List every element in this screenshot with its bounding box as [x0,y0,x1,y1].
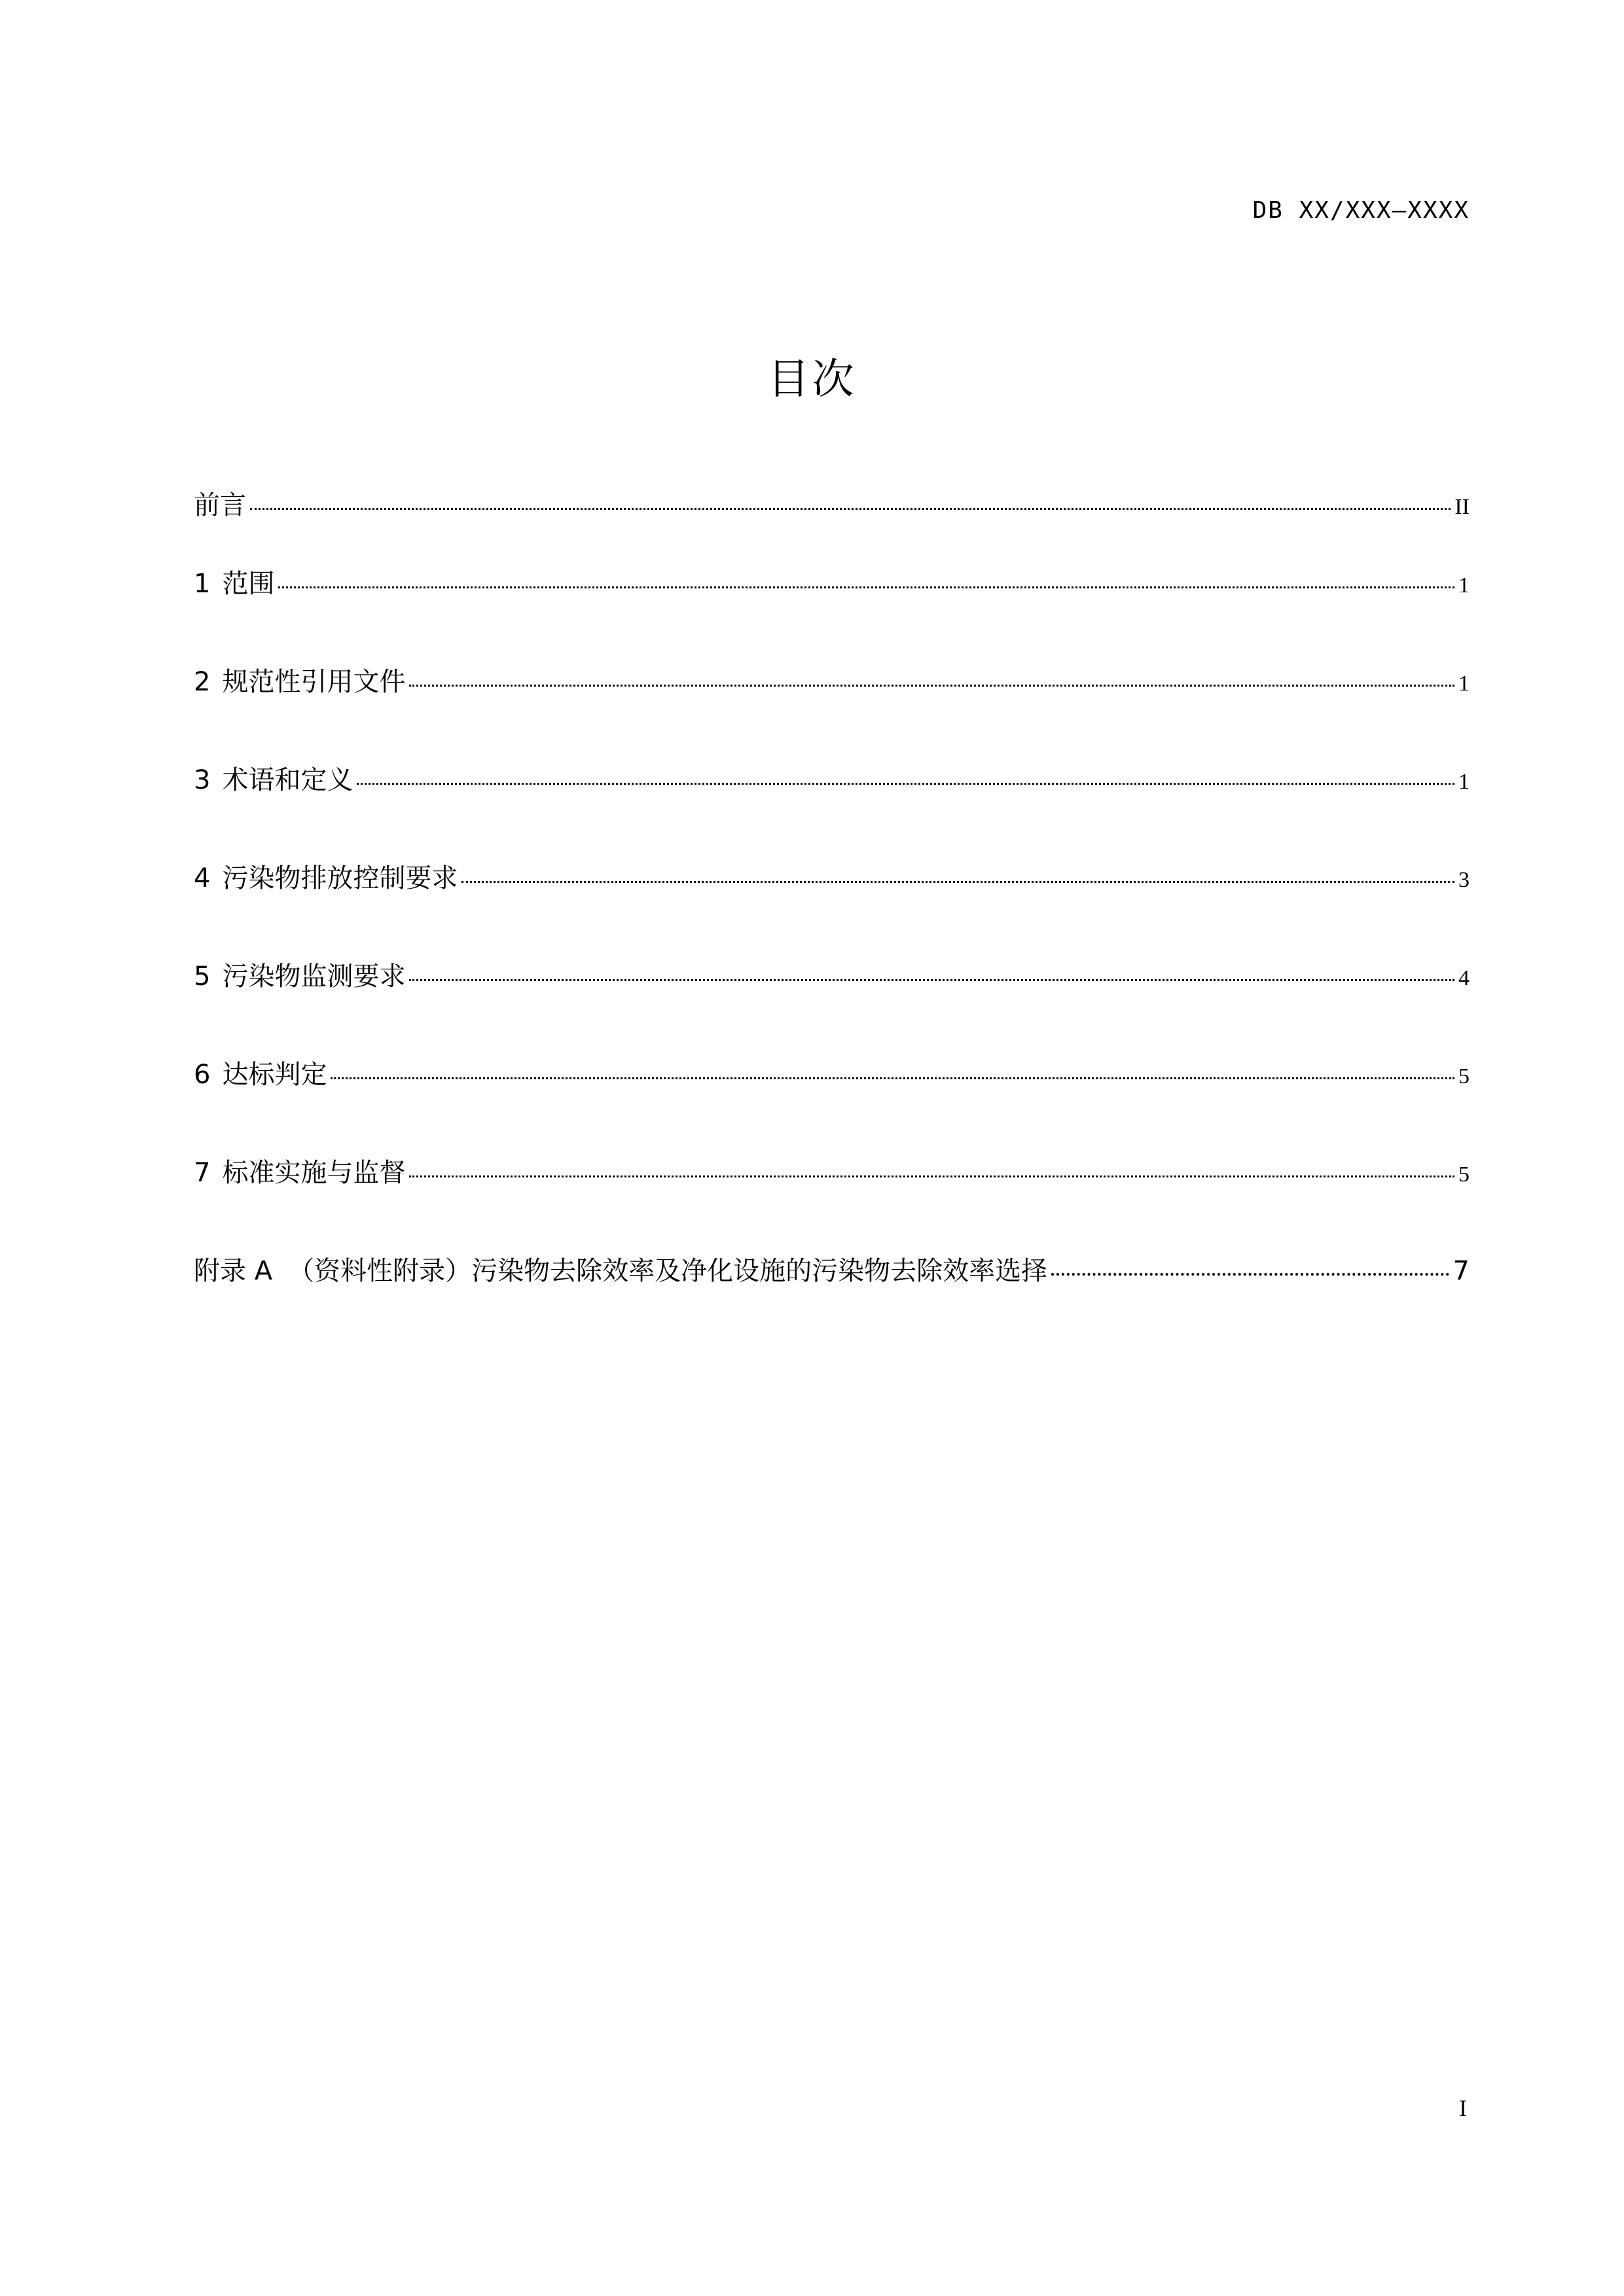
toc-leader-dots [357,783,1454,785]
toc-entry-number: 6 [194,1060,211,1090]
toc-leader-dots [409,1175,1454,1177]
toc-entry-label: 范围 [222,569,275,599]
toc-entry-number: 7 [194,1158,211,1188]
toc-entry-page: 1 [1458,573,1470,598]
toc-entry-number: 1 [194,569,211,599]
toc-entry-label: 标准实施与监督 [222,1158,406,1188]
toc-entry-label: 污染物排放控制要求 [222,863,458,893]
toc-entry-number: 2 [194,667,211,697]
toc-entry-6[interactable] [194,1054,1470,1091]
toc-entry-7[interactable] [194,1152,1470,1189]
toc-entry-label: 术语和定义 [222,765,353,795]
toc-entry-page: 7 [1453,1256,1470,1286]
toc-entry-1[interactable] [194,563,1470,600]
toc-entry-5[interactable] [194,956,1470,993]
toc-entry-label: 规范性引用文件 [222,667,406,697]
toc-entry-preface[interactable] [194,484,1470,522]
page-number: I [1459,2095,1467,2121]
toc-entry-appendix-a[interactable] [194,1250,1470,1287]
toc-leader-dots [409,685,1454,687]
toc-title: 目次 [767,355,857,404]
toc-leader-dots [250,508,1451,510]
toc-entry-number: 5 [194,961,211,992]
toc-entry-page: II [1454,495,1470,519]
toc-entry-number: 3 [194,765,211,795]
toc-entry-number: 4 [194,863,211,893]
toc-entry-page: 5 [1458,1162,1470,1187]
toc-entry-label: （资料性附录）污染物去除效率及净化设施的污染物去除效率选择 [288,1256,1048,1286]
toc-leader-dots [409,979,1454,981]
toc-entry-3[interactable] [194,759,1470,797]
toc-entry-page: 5 [1458,1064,1470,1088]
toc-entry-4[interactable] [194,857,1470,895]
document-code: DB XX/XXX—XXXX [1252,197,1470,224]
toc-entry-label: 前言 [194,490,246,520]
toc-leader-dots [461,881,1454,883]
toc-entry-page: 4 [1458,966,1470,990]
toc-leader-dots [331,1077,1454,1079]
toc-entry-page: 1 [1458,770,1470,794]
toc-entry-page: 3 [1458,868,1470,892]
toc-entry-number: 附录 A [194,1256,273,1286]
toc-leader-dots [1051,1273,1449,1276]
toc-entry-label: 达标判定 [222,1060,327,1090]
toc-leader-dots [278,586,1454,588]
toc-entry-label: 污染物监测要求 [222,961,406,992]
toc-entry-2[interactable] [194,661,1470,698]
toc-entry-page: 1 [1458,672,1470,696]
